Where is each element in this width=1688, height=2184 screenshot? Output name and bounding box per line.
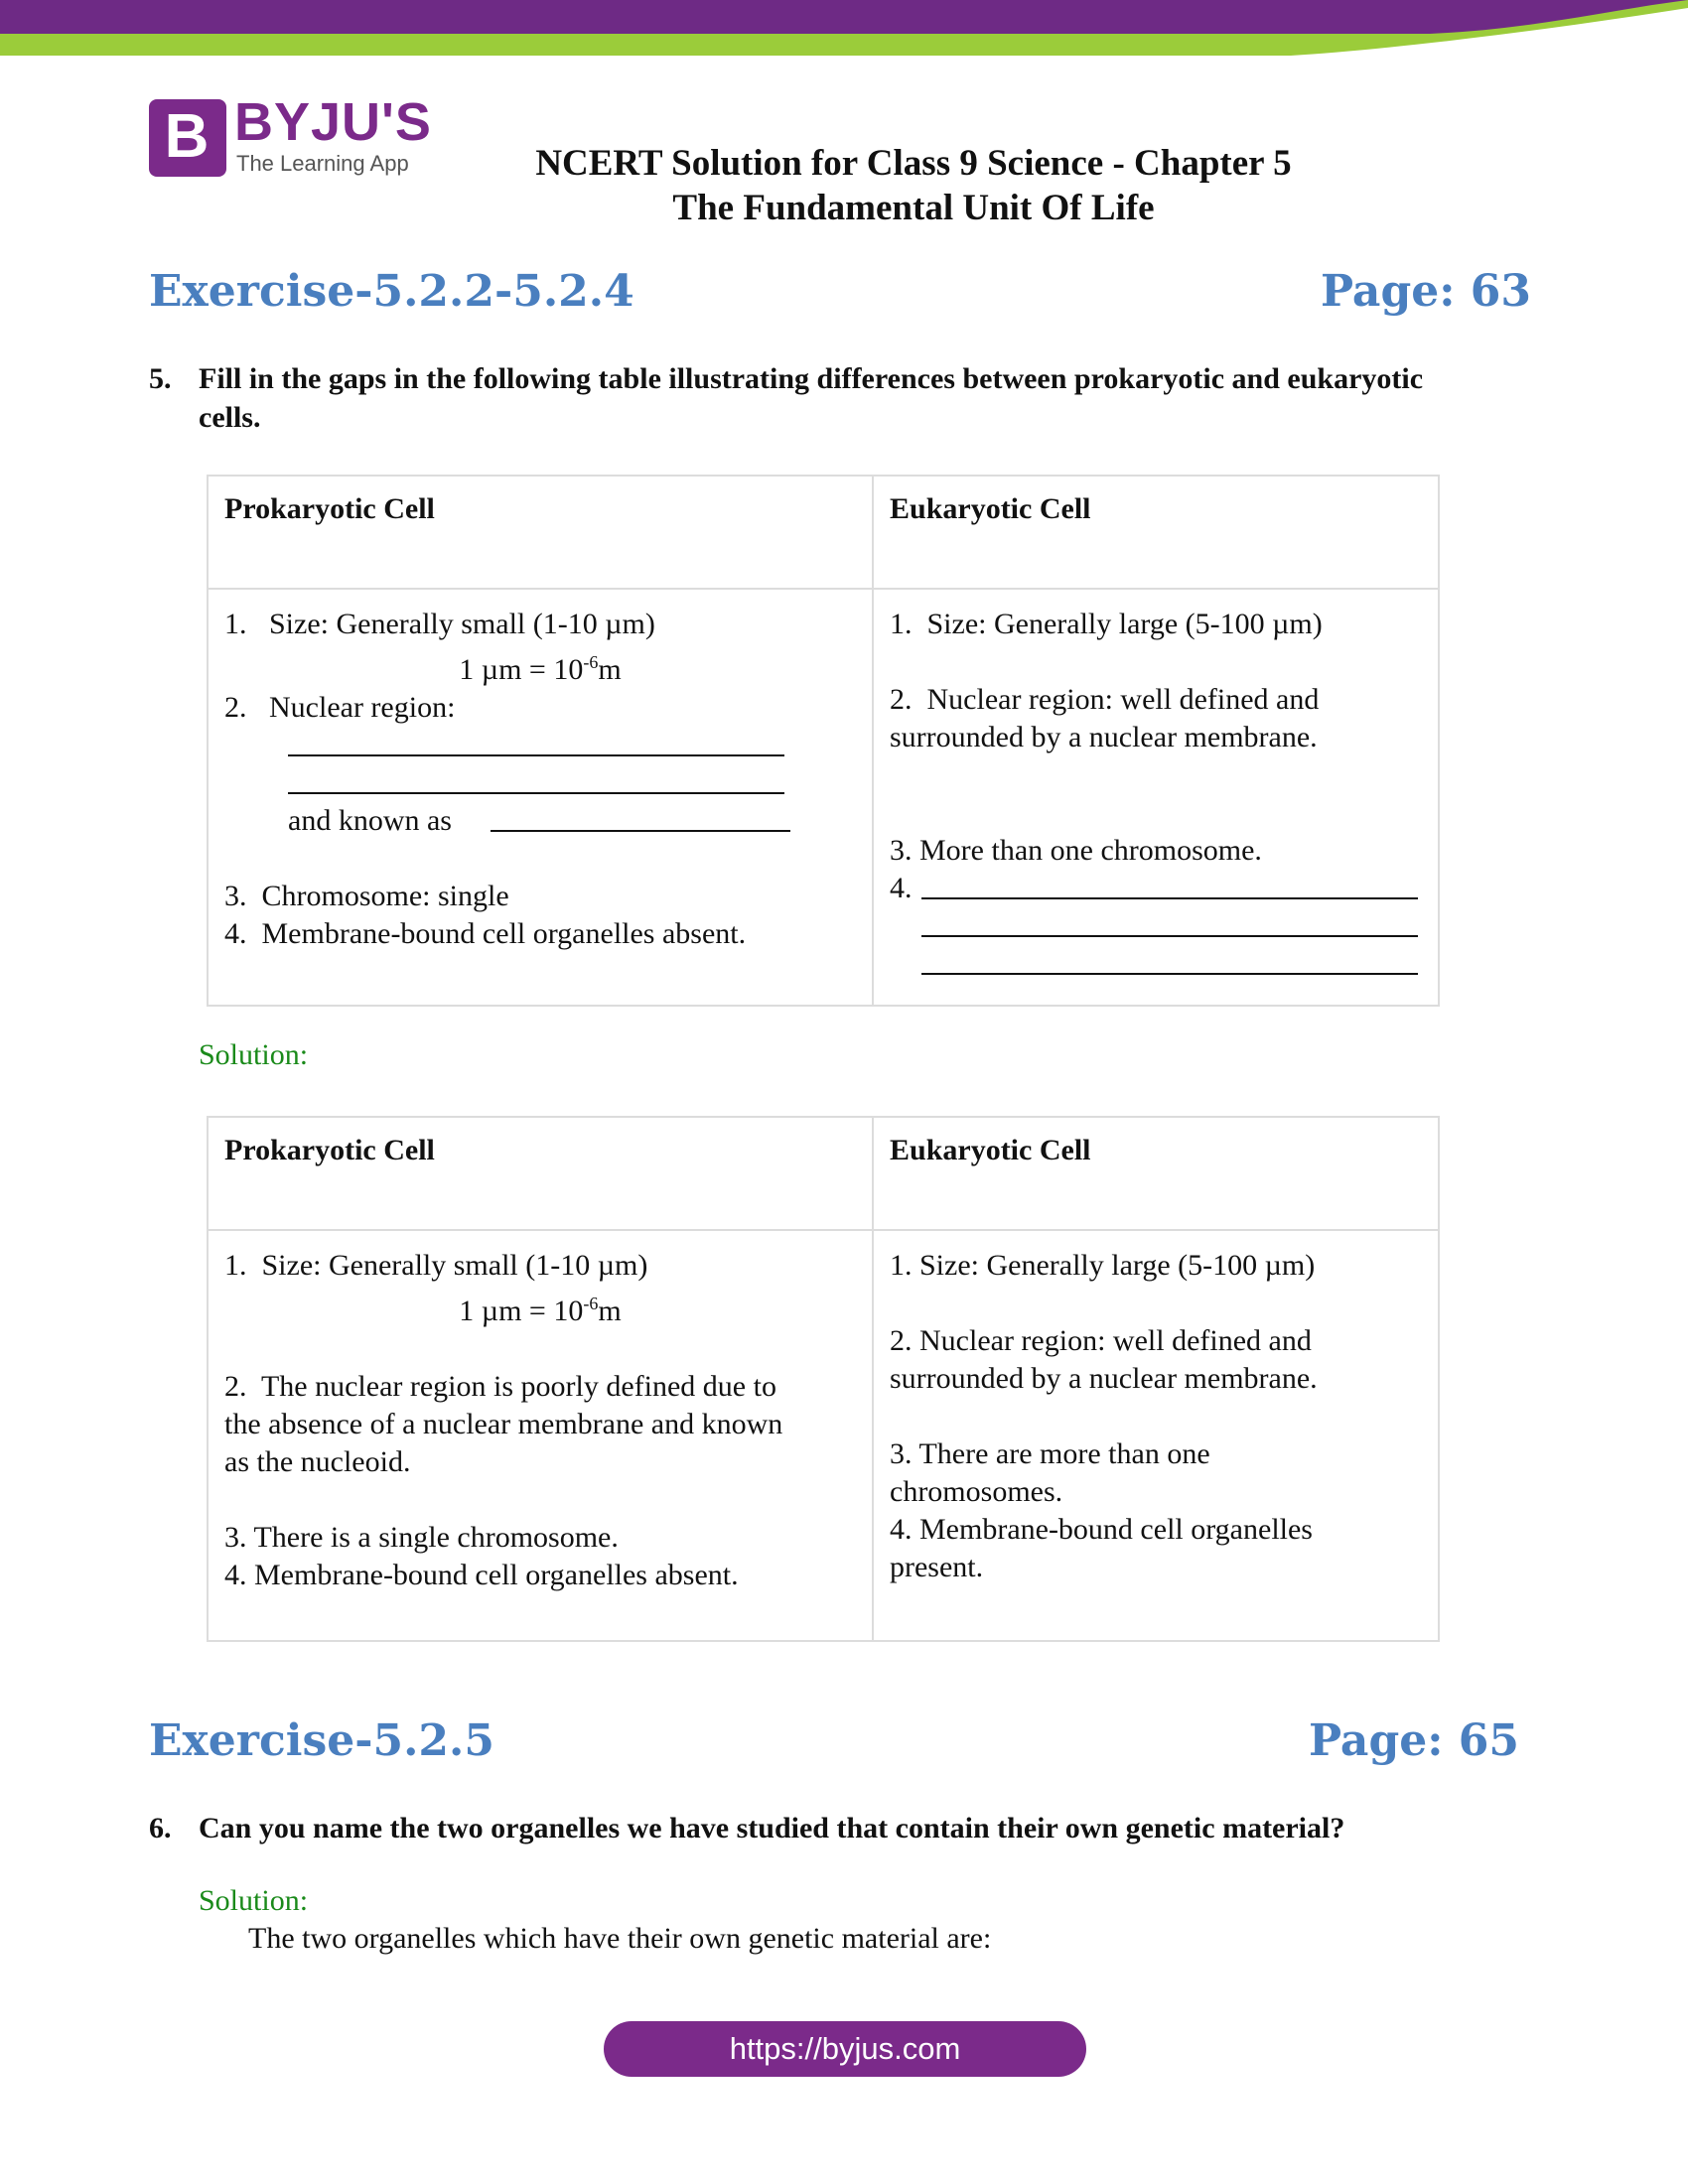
header-band	[0, 0, 1688, 60]
header-prokaryotic: Prokaryotic Cell	[208, 1117, 873, 1230]
prok-answer-4: 4. Membrane-bound cell organelles absent.	[224, 1559, 739, 1591]
solution-label: Solution:	[199, 1038, 309, 1071]
byjus-logo	[149, 92, 437, 179]
euk-answer-3b: chromosomes.	[890, 1475, 1063, 1508]
fill-blank	[921, 945, 1418, 975]
prokaryotic-cell-answer	[208, 1230, 873, 1641]
known-as-row	[224, 802, 856, 840]
page-label: Page: 65	[1309, 1715, 1519, 1766]
eukaryotic-cell-question	[873, 589, 1439, 1006]
prok-item-3: 3. Chromosome: single	[224, 880, 509, 912]
fill-blank-row	[224, 727, 856, 764]
fill-blank-row	[224, 764, 856, 802]
logo-mark	[149, 99, 226, 177]
question-5	[149, 359, 1440, 437]
title-line-1: NCERT Solution for Class 9 Science - Chapter 5	[535, 143, 1292, 184]
euk-item-2b: surrounded by a nuclear membrane.	[890, 721, 1318, 753]
question-number: 5.	[149, 362, 172, 395]
solution-label: Solution:	[199, 1884, 309, 1917]
exercise-label: Exercise-5.2.5	[149, 1715, 494, 1766]
title-line-2: The Fundamental Unit Of Life	[672, 188, 1155, 228]
unit-conversion: 1 $\mu m = 10^{-6}m$	[459, 652, 622, 686]
fill-blank	[288, 764, 784, 794]
euk-answer-4a: 4. Membrane-bound cell organelles	[890, 1513, 1313, 1546]
prok-answer-2a: 2. The nuclear region is poorly defined due to	[224, 1370, 776, 1403]
document-title	[457, 141, 1370, 230]
euk-item-2a: 2. Nuclear region: well defined and	[890, 683, 1320, 716]
header-eukaryotic: Eukaryotic Cell	[873, 476, 1439, 589]
euk-item-3: 3. More than one chromosome.	[890, 834, 1262, 867]
exercise-label: Exercise-5.2.2-5.2.4	[149, 266, 634, 317]
prokaryotic-cell-question	[208, 589, 873, 1006]
prok-item-1: 1. Size: Generally small (1-10 µm)	[224, 608, 655, 640]
fill-blank	[491, 802, 790, 832]
euk-answer-2a: 2. Nuclear region: well defined and	[890, 1324, 1312, 1357]
prok-answer-1: 1. Size: Generally small (1-10 µm)	[224, 1249, 648, 1282]
question-6	[149, 1809, 1559, 1847]
prok-item-2: 2. Nuclear region:	[224, 691, 456, 724]
question-text: Fill in the gaps in the following table illustrating differences between prokaryotic and eukaryotic cells.	[199, 362, 1424, 434]
header-prokaryotic: Prokaryotic Cell	[208, 476, 873, 589]
header-eukaryotic: Eukaryotic Cell	[873, 1117, 1439, 1230]
footer-url-link[interactable]: https://byjus.com	[604, 2021, 1086, 2077]
euk-item-4-number: 4.	[890, 872, 913, 904]
prok-item-4: 4. Membrane-bound cell organelles absent.	[224, 917, 747, 950]
question-text: Can you name the two organelles we have studied that contain their own genetic material?	[199, 1812, 1345, 1844]
prok-answer-2c: as the nucleoid.	[224, 1445, 411, 1478]
euk-answer-4b: present.	[890, 1551, 984, 1583]
question-table	[207, 475, 1440, 1007]
question-number: 6.	[149, 1812, 172, 1844]
exercise-heading	[149, 1715, 1519, 1775]
exercise-heading	[149, 266, 1531, 326]
unit-conversion: 1 $\mu m = 10^{-6}m$	[459, 1294, 622, 1327]
fill-blank	[921, 870, 1418, 899]
known-as-label: and known as	[288, 804, 452, 837]
euk-answer-1: 1. Size: Generally large (5-100 µm)	[890, 1249, 1316, 1282]
fill-blank	[921, 907, 1418, 937]
euk-item-1: 1. Size: Generally large (5-100 µm)	[890, 608, 1323, 640]
euk-item-4-row	[890, 870, 1422, 907]
logo-name: BYJU'S	[234, 92, 432, 152]
solution-table	[207, 1116, 1440, 1642]
fill-blank	[288, 727, 784, 756]
logo-glyph: B	[164, 102, 210, 171]
fill-blank-row	[890, 945, 1422, 983]
logo-tagline: The Learning App	[236, 151, 409, 176]
euk-answer-3a: 3. There are more than one	[890, 1437, 1210, 1470]
prok-answer-3: 3. There is a single chromosome.	[224, 1521, 619, 1554]
prok-answer-2b: the absence of a nuclear membrane and known	[224, 1408, 783, 1440]
euk-answer-2b: surrounded by a nuclear membrane.	[890, 1362, 1318, 1395]
answer-intro: The two organelles which have their own genetic material are:	[248, 1922, 992, 1955]
eukaryotic-cell-answer	[873, 1230, 1439, 1641]
page-label: Page: 63	[1321, 266, 1531, 317]
fill-blank-row	[890, 907, 1422, 945]
